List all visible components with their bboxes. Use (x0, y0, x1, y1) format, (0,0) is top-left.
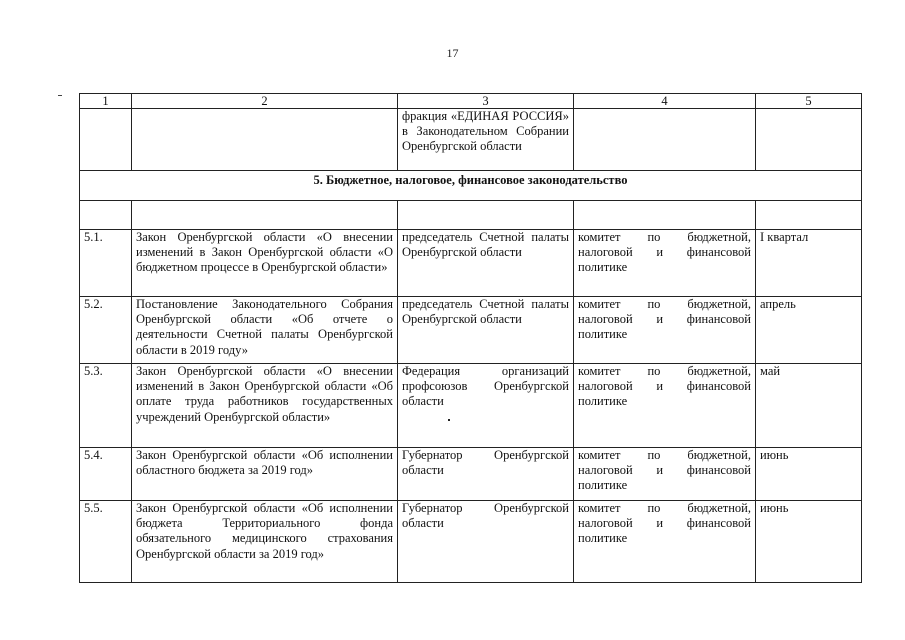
row-period: июнь (756, 501, 862, 583)
header-cell-5: 5 (756, 94, 862, 109)
row-committee: комитет по бюджетной, налоговой и финансовой политике (574, 230, 756, 297)
stray-dot (448, 419, 450, 421)
continuation-committee-cell (574, 109, 756, 171)
row-title: Закон Оренбургской области «О внесении изменений в Закон Оренбургской области «Об оплате труда работников государственных учреждений Оренбургской области» (132, 364, 398, 448)
row-period: апрель (756, 297, 862, 364)
table-row (80, 230, 862, 297)
row-number: 5.5. (80, 501, 132, 583)
legislation-plan-table (79, 93, 862, 583)
row-responsible: Губернатор Оренбургской области (398, 448, 574, 501)
gap-cell (398, 201, 574, 230)
row-responsible-text: Федерация организаций профсоюзов Оренбургской области (402, 364, 569, 409)
row-committee: комитет по бюджетной, налоговой и финансовой политике (574, 297, 756, 364)
continuation-responsible-cell: фракция «ЕДИНАЯ РОССИЯ» в Законодательном Собрании Оренбургской области (398, 109, 574, 171)
header-cell-3: 3 (398, 94, 574, 109)
row-committee: комитет по бюджетной, налоговой и финансовой политике (574, 448, 756, 501)
row-title: Закон Оренбургской области «Об исполнении областного бюджета за 2019 год» (132, 448, 398, 501)
continuation-title-cell (132, 109, 398, 171)
row-period: I квартал (756, 230, 862, 297)
row-committee: комитет по бюджетной, налоговой и финансовой политике (574, 501, 756, 583)
row-responsible (398, 364, 574, 448)
row-responsible: председатель Счетной палаты Оренбургской области (398, 230, 574, 297)
row-title: Закон Оренбургской области «О внесении изменений в Закон Оренбургской области «О бюджетном процессе в Оренбургской области» (132, 230, 398, 297)
row-title: Постановление Законодательного Собрания Оренбургской области «Об отчете о деятельности Счетной палаты Оренбургской области в 2019 году» (132, 297, 398, 364)
continuation-num-cell (80, 109, 132, 171)
section-title: 5. Бюджетное, налоговое, финансовое законодательство (80, 171, 862, 201)
table-row (80, 297, 862, 364)
gap-cell (132, 201, 398, 230)
row-number: 5.3. (80, 364, 132, 448)
table-row (80, 501, 862, 583)
gap-cell (574, 201, 756, 230)
section-gap-row (80, 201, 862, 230)
row-number: 5.4. (80, 448, 132, 501)
section-row (80, 171, 862, 201)
row-period: май (756, 364, 862, 448)
margin-mark (58, 95, 62, 96)
gap-cell (756, 201, 862, 230)
continuation-period-cell (756, 109, 862, 171)
row-number: 5.2. (80, 297, 132, 364)
row-committee: комитет по бюджетной, налоговой и финансовой политике (574, 364, 756, 448)
row-responsible: Губернатор Оренбургской области (398, 501, 574, 583)
row-period: июнь (756, 448, 862, 501)
table-header-row (80, 94, 862, 109)
header-cell-2: 2 (132, 94, 398, 109)
row-responsible: председатель Счетной палаты Оренбургской области (398, 297, 574, 364)
header-cell-1: 1 (80, 94, 132, 109)
page-number: 17 (446, 46, 459, 60)
table-row (80, 448, 862, 501)
row-number: 5.1. (80, 230, 132, 297)
continuation-row (80, 109, 862, 171)
gap-cell (80, 201, 132, 230)
table-row (80, 364, 862, 448)
header-cell-4: 4 (574, 94, 756, 109)
row-title: Закон Оренбургской области «Об исполнении бюджета Территориального фонда обязательного медицинского страхования Оренбургской области за 2019 год» (132, 501, 398, 583)
